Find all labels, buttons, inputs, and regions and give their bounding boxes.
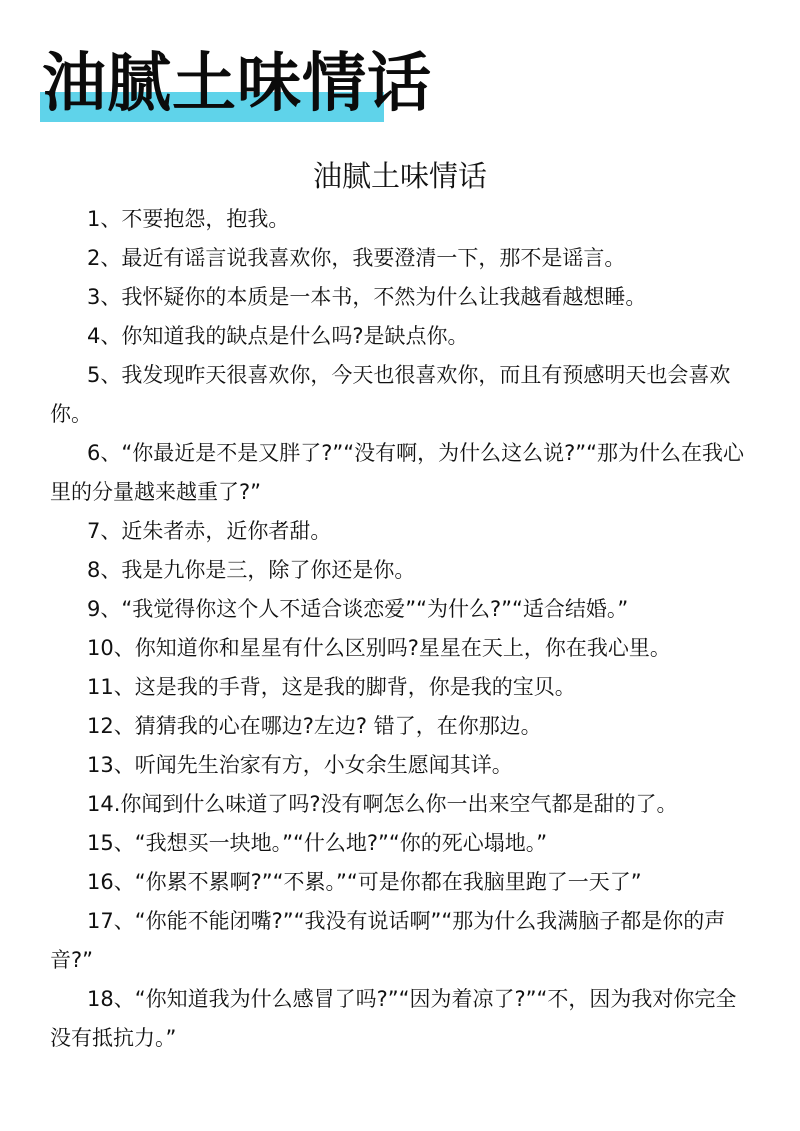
- list-item: 17、“你能不能闭嘴?”“我没有说话啊”“那为什么我满脑子都是你的声音?”: [50, 909, 726, 972]
- list-item: 8、我是九你是三，除了你还是你。: [87, 558, 416, 582]
- list-item: 2、最近有谣言说我喜欢你，我要澄清一下，那不是谣言。: [87, 246, 626, 270]
- list-item: 10、你知道你和星星有什么区别吗?星星在天上，你在我心里。: [87, 636, 671, 660]
- list-item: 15、“我想买一块地。”“什么地?”“你的死心塌地。”: [87, 831, 548, 855]
- list-item: 6、“你最近是不是又胖了?”“没有啊，为什么这么说?”“那为什么在我心里的分量越来越重了?”: [50, 441, 745, 504]
- list-item: 11、这是我的手背，这是我的脚背，你是我的宝贝。: [87, 675, 576, 699]
- list-item: 12、猜猜我的心在哪边?左边? 错了，在你那边。: [87, 714, 542, 738]
- list-item: 5、我发现昨天很喜欢你，今天也很喜欢你，而且有预感明天也会喜欢你。: [50, 363, 731, 426]
- list-item: 18、“你知道我为什么感冒了吗?”“因为着凉了?”“不，因为我对你完全没有抵抗力。”: [50, 987, 737, 1050]
- list-item: 1、不要抱怨，抱我。: [87, 207, 290, 231]
- list-item: 9、“我觉得你这个人不适合谈恋爱”“为什么?”“适合结婚。”: [87, 597, 629, 621]
- banner-title: 油腻土味情话: [42, 47, 432, 121]
- item-list: [50, 200, 750, 1058]
- list-item: 7、近朱者赤，近你者甜。: [87, 519, 332, 543]
- list-item: 4、你知道我的缺点是什么吗?是缺点你。: [87, 324, 469, 348]
- list-item: 3、我怀疑你的本质是一本书，不然为什么让我越看越想睡。: [87, 285, 647, 309]
- document-title: 油腻土味情话: [312, 159, 487, 193]
- list-item: 14.你闻到什么味道了吗?没有啊怎么你一出来空气都是甜的了。: [87, 792, 678, 816]
- list-item: 16、“你累不累啊?”“不累。”“可是你都在我脑里跑了一天了”: [87, 870, 642, 894]
- list-item: 13、听闻先生治家有方，小女余生愿闻其详。: [87, 753, 513, 777]
